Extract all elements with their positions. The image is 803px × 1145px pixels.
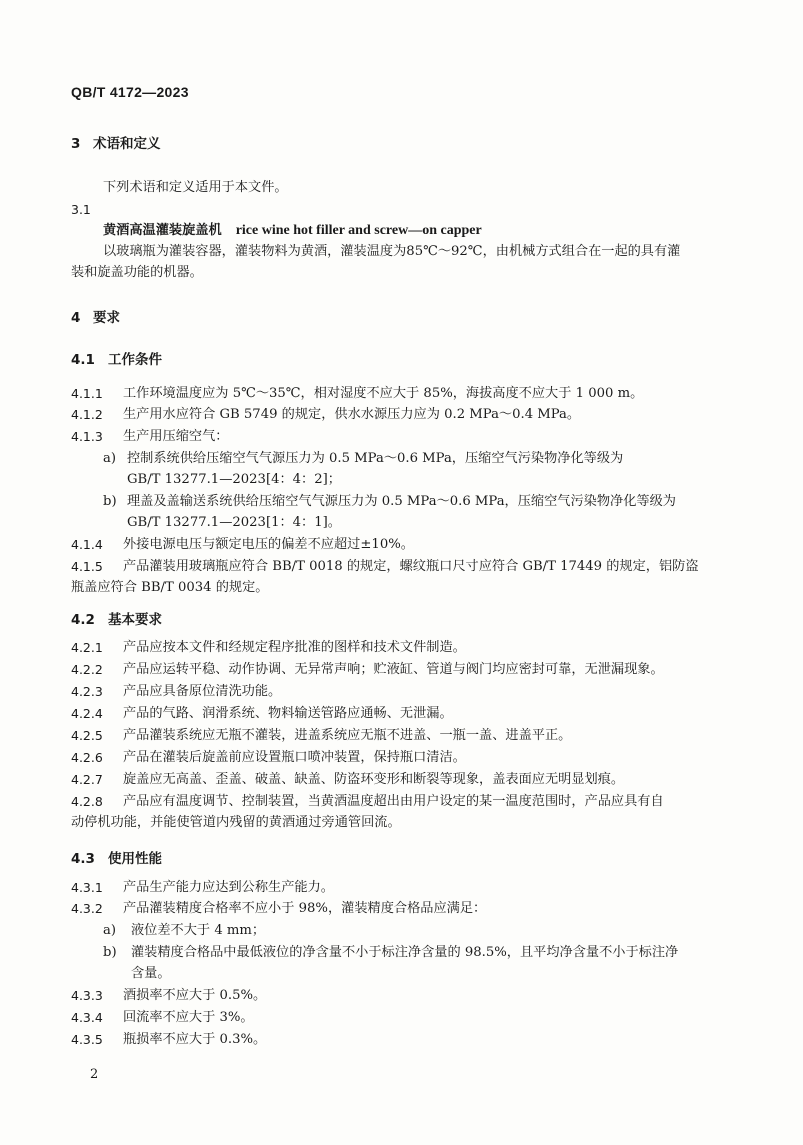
section-3-title: 术语和定义 (93, 136, 161, 152)
list-item-b-line-2: 含量。 (131, 966, 171, 981)
list-item-a: 液位差不大于 4 mm； (131, 923, 266, 938)
clause-text: 瓶损率不应大于 0.3%。 (123, 1032, 267, 1047)
clause-number: 4.2.4 (71, 706, 103, 721)
clause-number: 4.2.1 (71, 640, 103, 655)
clause-text-line-2: 瓶盖应符合 BB/T 0034 的规定。 (71, 580, 269, 595)
clause-text: 产品的气路、润滑系统、物料输送管路应通畅、无泄漏。 (123, 706, 453, 721)
section-4-3-title: 使用性能 (108, 851, 162, 867)
clause-text: 酒损率不应大于 0.5%。 (123, 988, 267, 1003)
clause-number: 4.1.2 (71, 407, 103, 422)
section-4-2-title: 基本要求 (108, 612, 162, 628)
clause-text-line-2: 动停机功能，并能使管道内残留的黄酒通过旁通管回流。 (71, 815, 401, 830)
list-item-a-line-2: GB/T 13277.1—2023[4：4：2]； (127, 472, 341, 487)
list-item-b-line-1: 理盖及盖输送系统供给压缩空气气源压力为 0.5 MPa～0.6 MPa，压缩空气污染物净化等级为 (127, 494, 676, 509)
clause-text: 产品在灌装后旋盖前应设置瓶口喷冲装置，保持瓶口清洁。 (123, 750, 466, 765)
section-4-1-title: 工作条件 (108, 352, 162, 368)
term-definition-line-1: 以玻璃瓶为灌装容器，灌装物料为黄酒，灌装温度为85℃～92℃，由机械方式组合在一起的具有灌 (103, 244, 681, 259)
clause-text: 回流率不应大于 3%。 (123, 1010, 254, 1025)
list-item-b-line-2: GB/T 13277.1—2023[1：4：1]。 (127, 515, 341, 530)
clause-text: 旋盖应无高盖、歪盖、破盖、缺盖、防盗环变形和断裂等现象，盖表面应无明显划痕。 (123, 772, 625, 787)
clause-text: 产品灌装系统应无瓶不灌装，进盖系统应无瓶不进盖、一瓶一盖、进盖平正。 (123, 728, 572, 743)
clause-number: 4.2.2 (71, 662, 103, 677)
clause-number: 4.2.7 (71, 772, 103, 787)
clause-text: 产品应按本文件和经规定程序批准的图样和技术文件制造。 (123, 640, 466, 655)
list-item-a-line-1: 控制系统供给压缩空气气源压力为 0.5 MPa～0.6 MPa，压缩空气污染物净化等级为 (127, 451, 624, 466)
page-number: 2 (90, 1067, 99, 1082)
clause-number: 4.1.5 (71, 559, 103, 574)
clause-text-line-1: 产品灌装用玻璃瓶应符合 BB/T 0018 的规定，螺纹瓶口尺寸应符合 GB/T 17449 的规定，铝防盗 (123, 559, 699, 574)
term-3-1-heading (103, 221, 482, 241)
list-label-a: a) (103, 451, 117, 466)
clause-number: 4.1.4 (71, 537, 103, 552)
list-label-b: b) (103, 494, 117, 509)
clause-text: 生产用水应符合 GB 5749 的规定，供水水源压力应为 0.2 MPa～0.4 MPa。 (123, 407, 581, 422)
clause-number: 4.2.8 (71, 794, 103, 809)
clause-text: 生产用压缩空气： (123, 429, 229, 444)
list-label-a: a) (103, 923, 117, 938)
clause-number: 4.2.6 (71, 750, 103, 765)
document-code: QB/T 4172—2023 (71, 84, 189, 100)
clause-number: 4.3.2 (71, 901, 103, 916)
clause-number: 4.1.1 (71, 386, 103, 401)
clause-number: 4.3.1 (71, 880, 103, 895)
clause-text: 产品应运转平稳、动作协调、无异常声响；贮液缸、管道与阀门均应密封可靠，无泄漏现象。 (123, 662, 664, 677)
clause-number: 4.3.3 (71, 988, 103, 1003)
list-label-b: b) (103, 945, 117, 960)
term-chinese: 黄酒高温灌装旋盖机 (103, 223, 222, 238)
clause-text: 工作环境温度应为 5℃～35℃，相对湿度不应大于 85%，海拔高度不应大于 1 000 m。 (123, 386, 644, 401)
clause-number: 4.1.3 (71, 429, 103, 444)
clause-number: 4.3.5 (71, 1032, 103, 1047)
clause-text: 产品应具备原位清洗功能。 (123, 684, 282, 699)
clause-text-line-1: 产品应有温度调节、控制装置，当黄酒温度超出由用户设定的某一温度范围时，产品应具有自 (123, 794, 664, 809)
term-definition-line-2: 装和旋盖功能的机器。 (71, 265, 203, 280)
section-3-number: 3 (71, 136, 81, 152)
list-item-b-line-1: 灌装精度合格品中最低液位的净含量不小于标注净含量的 98.5%，且平均净含量不小于标注净 (131, 945, 679, 960)
clause-text: 外接电源电压与额定电压的偏差不应超过±10%。 (123, 537, 414, 552)
section-4-2-number: 4.2 (71, 612, 95, 628)
section-3-intro: 下列术语和定义适用于本文件。 (103, 180, 288, 195)
section-4-3-number: 4.3 (71, 851, 95, 867)
clause-text: 产品生产能力应达到公称生产能力。 (123, 880, 334, 895)
section-4-1-number: 4.1 (71, 352, 95, 368)
clause-number: 4.3.4 (71, 1010, 103, 1025)
term-3-1-number: 3.1 (71, 202, 91, 217)
term-english: rice wine hot filler and screw—on capper (235, 223, 482, 238)
clause-number: 4.2.5 (71, 728, 103, 743)
section-4-number: 4 (71, 310, 81, 326)
clause-text: 产品灌装精度合格率不应小于 98%，灌装精度合格品应满足： (123, 901, 487, 916)
clause-number: 4.2.3 (71, 684, 103, 699)
section-4-title: 要求 (93, 310, 120, 326)
